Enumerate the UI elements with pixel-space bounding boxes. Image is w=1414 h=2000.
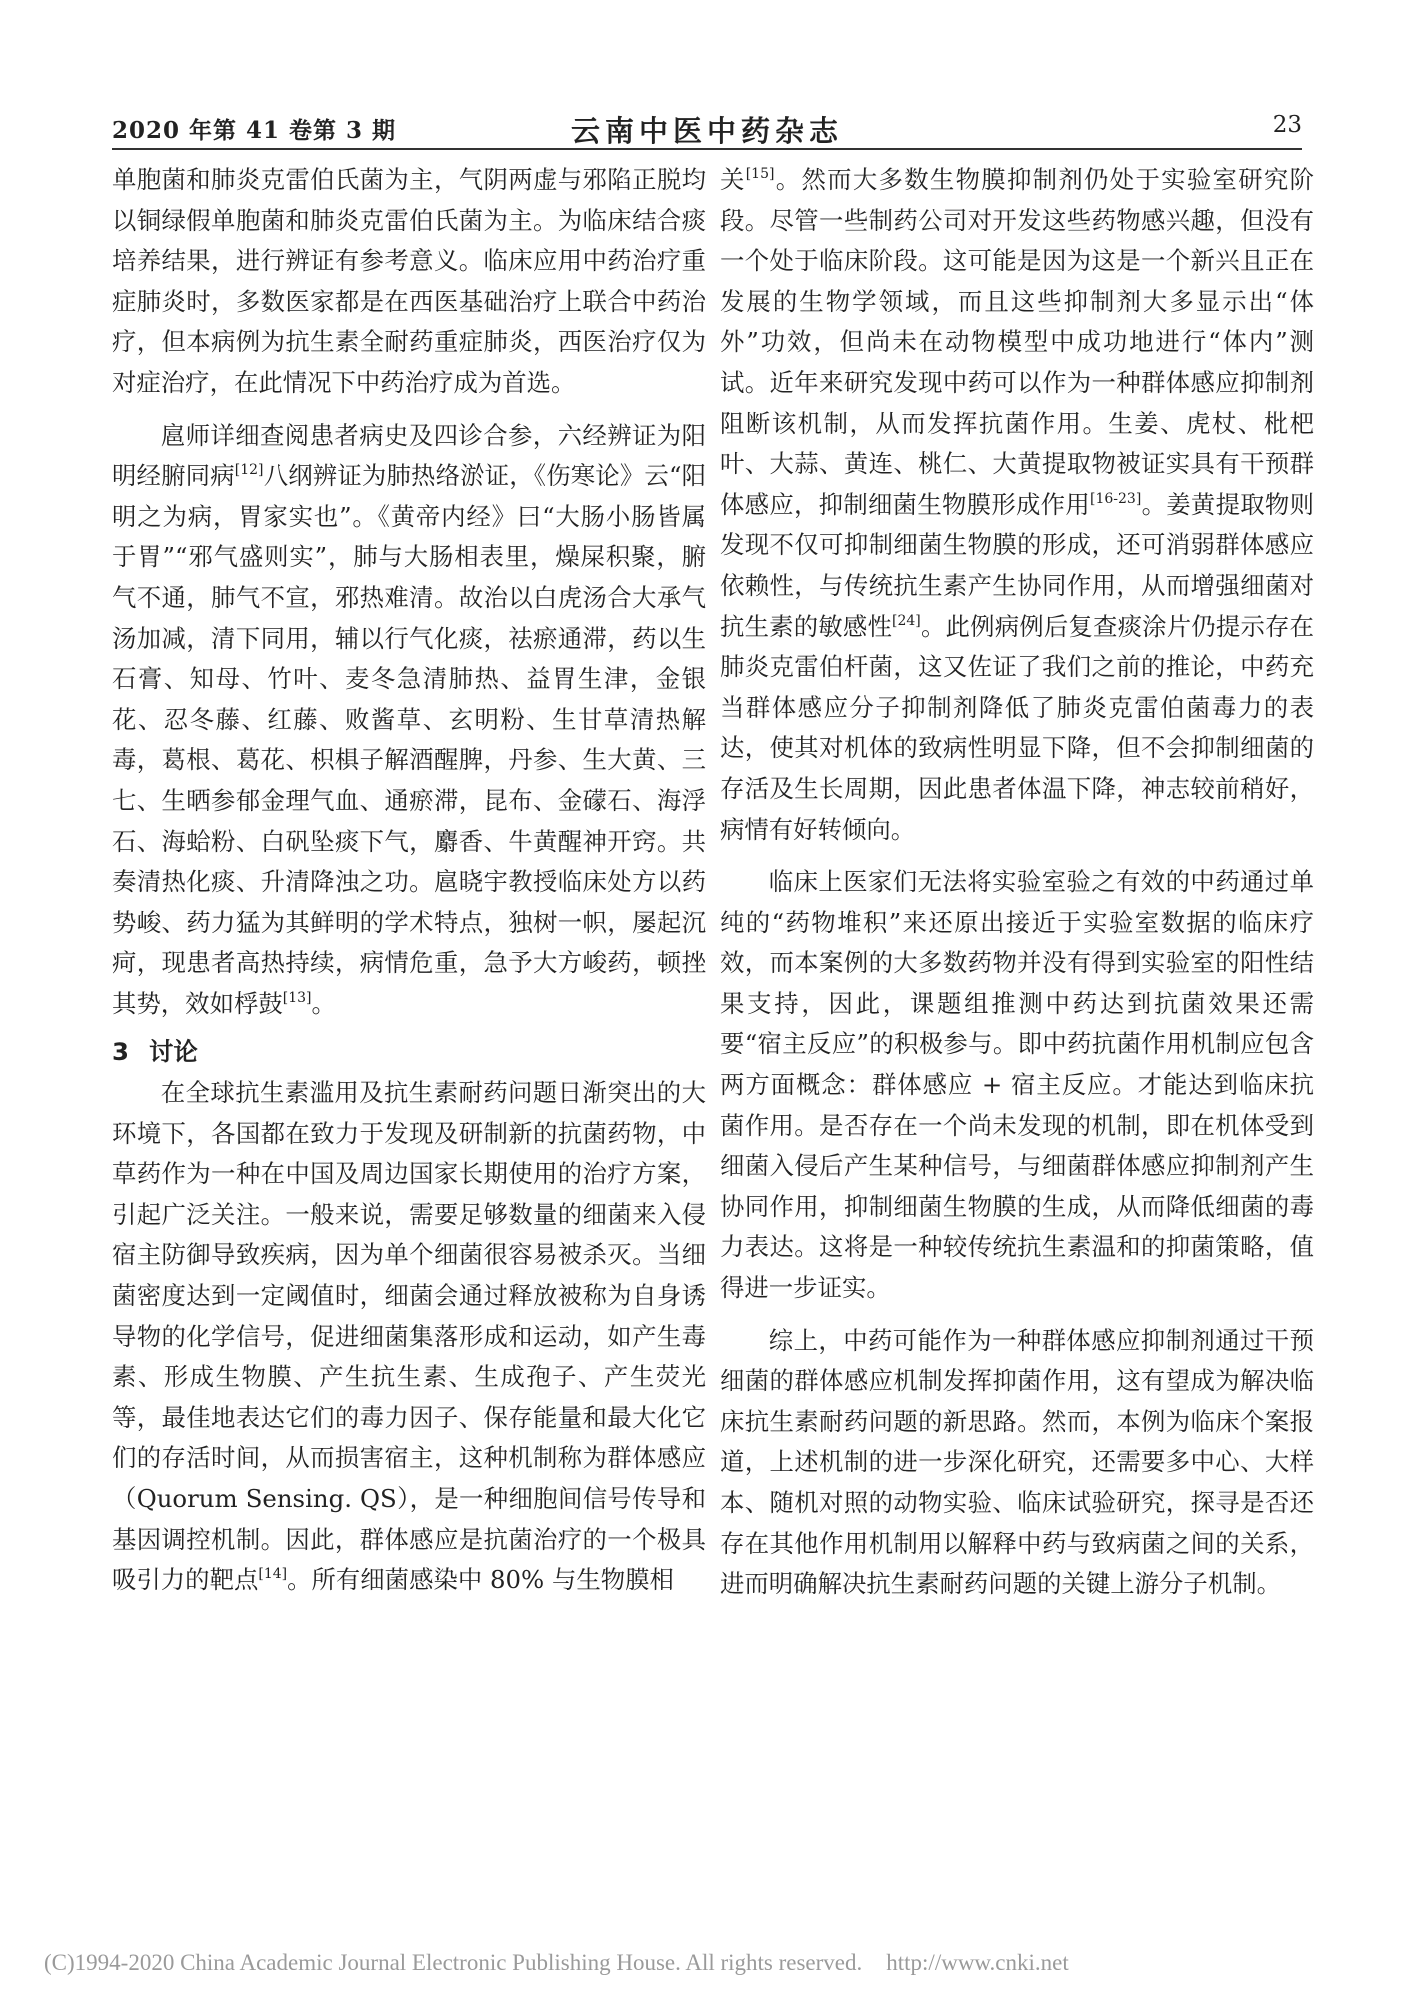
right-column: [720, 160, 1314, 1605]
paragraph: [720, 160, 1314, 850]
citation: [24]: [892, 612, 921, 629]
paragraph: 单胞菌和肺炎克雷伯氏菌为主，气阴两虚与邪陷正脱均以铜绿假单胞菌和肺炎克雷伯氏菌为主。为临床结合痰培养结果，进行辨证有参考意义。临床应用中药治疗重症肺炎时，多数医家都是在西医基础治疗上联合中药治疗，但本病例为抗生素全耐药重症肺炎，西医治疗仅为对症治疗，在此情况下中药治疗成为首选。: [112, 165, 706, 397]
paragraph-text: 。姜黄提取物则发现不仅可抑制细菌生物膜的形成，还可消弱群体感应依赖性，与传统抗生素产生协同作用，从而增强细菌对抗生素的敏感性: [720, 489, 1314, 641]
page-number: 23: [1272, 112, 1302, 138]
paragraph-text: 八纲辨证为肺热络淤证，《伤寒论》云“阳明之为病，胃家实也”。《黄帝内经》曰“大肠小肠皆属于胃”“邪气盛则实”，肺与大肠相表里，燥屎积聚，腑气不通，肺气不宣，邪热难清。故治以白虎汤合大承气汤加减，清下同用，辅以行气化痰，祛瘀通滞，药以生石膏、知母、竹叶、麦冬急清肺热、益胃生津，金银花、忍冬藤、红藤、败酱草、玄明粉、生甘草清热解毒，葛根、葛花、枳椇子解酒醒脾，丹参、生大黄、三七、生晒参郁金理气血、通瘀滞，昆布、金礞石、海浮石、海蛤粉、白矾坠痰下气，麝香、牛黄醒神开窍。共奏清热化痰、升清降浊之功。扈晓宇教授临床处方以药势峻、药力猛为其鲜明的学术特点，独树一帜，屡起沉疴，现患者高热持续，病情危重，急予大方峻药，顿挫其势，效如桴鼓: [112, 461, 706, 1018]
paragraph-text: 关: [720, 165, 746, 194]
citation: [12]: [234, 462, 264, 479]
paragraph-text: 。然而大多数生物膜抑制剂仍处于实验室研究阶段。尽管一些制药公司对开发这些药物感兴趣，但没有一个处于临床阶段。这可能是因为这是一个新兴且正在发展的生物学领域，而且这些抑制剂大多显示出“体外”功效，但尚未在动物模型中成功地进行“体内”测试。近年来研究发现中药可以作为一种群体感应抑制剂阻断该机制，从而发挥抗菌作用。生姜、虎杖、枇杷叶、大蒜、黄连、桃仁、大黄提取物被证实具有干预群体感应，抑制细菌生物膜形成作用: [720, 165, 1314, 519]
left-column: [112, 160, 706, 1601]
header-rule: [112, 148, 1302, 150]
section-heading: [112, 1032, 706, 1073]
paragraph: 临床上医家们无法将实验室验之有效的中药通过单纯的“药物堆积”来还原出接近于实验室数据的临床疗效，而本案例的大多数药物并没有得到实验室的阳性结果支持，因此，课题组推测中药达到抗菌效果还需要“宿主反应”的积极参与。即中药抗菌作用机制应包含两方面概念：群体感应 + 宿主反应。才能达到临床抗菌作用。是否存在一个尚未发现的机制，即在机体受到细菌入侵后产生某种信号，与细菌群体感应抑制剂产生协同作用，抑制细菌生物膜的生成，从而降低细菌的毒力表达。这将是一种较传统抗生素温和的抑菌策略，值得进一步证实。: [720, 867, 1314, 1303]
paragraph-text: 在全球抗生素滥用及抗生素耐药问题日渐突出的大环境下，各国都在致力于发现及研制新的抗菌药物，中草药作为一种在中国及周边国家长期使用的治疗方案，引起广泛关注。一般来说，需要足够数量的细菌来入侵宿主防御导致疾病，因为单个细菌很容易被杀灭。当细菌密度达到一定阈值时，细菌会通过释放被称为自身诱导物的化学信号，促进细菌集落形成和运动，如产生毒素、形成生物膜、产生抗生素、生成孢子、产生荧光等，最佳地表达它们的毒力因子、保存能量和最大化它们的存活时间，从而损害宿主，这种机制称为群体感应（Quorum Sensing. QS），是一种细胞间信号传导和基因调控机制。因此，群体感应是抗菌治疗的一个极具吸引力的靶点: [112, 1078, 706, 1595]
paragraph-text: 。: [311, 988, 336, 1018]
paragraph: [112, 416, 706, 1025]
copyright-notice: (C)1994-2020 China Academic Journal Electronic Publishing House. All rights reserved.: [44, 1950, 863, 1975]
citation: [14]: [258, 1566, 288, 1583]
paragraph: 综上，中药可能作为一种群体感应抑制剂通过干预细菌的群体感应机制发挥抑菌作用，这有望成为解决临床抗生素耐药问题的新思路。然而，本例为临床个案报道，上述机制的进一步深化研究，还需要多中心、大样本、随机对照的动物实验、临床试验研究，探寻是否还存在其他作用机制用以解释中药与致病菌之间的关系，进而明确解决抗生素耐药问题的关键上游分子机制。: [720, 1325, 1314, 1599]
paragraph-text: 扈师详细查阅患者病史及四诊合参，六经辨证为阳明经腑同病: [112, 420, 706, 491]
paragraph-text: 。此例病例后复查痰涂片仍提示存在肺炎克雷伯杆菌，这又佐证了我们之前的推论，中药充当群体感应分子抑制剂降低了肺炎克雷伯菌毒力的表达，使其对机体的致病性明显下降，但不会抑制细菌的存活及生长周期，因此患者体温下降，神志较前稍好，病情有好转倾向。: [720, 611, 1314, 844]
issue-info: 2020 年第 41 卷第 3 期: [112, 117, 397, 144]
running-header: [112, 112, 1302, 148]
citation: [15]: [745, 166, 775, 182]
footer: [44, 1950, 1069, 1976]
journal-title: 云南中医中药杂志: [570, 114, 843, 148]
citation: [13]: [282, 989, 312, 1006]
paragraph: [112, 1073, 706, 1601]
section-title: 讨论: [148, 1037, 198, 1067]
footer-url: http://www.cnki.net: [886, 1950, 1069, 1975]
paragraph-text: 。所有细菌感染中 80% 与生物膜相: [287, 1565, 674, 1595]
section-number: 3: [112, 1037, 129, 1067]
citation: [16-23]: [1090, 490, 1142, 507]
